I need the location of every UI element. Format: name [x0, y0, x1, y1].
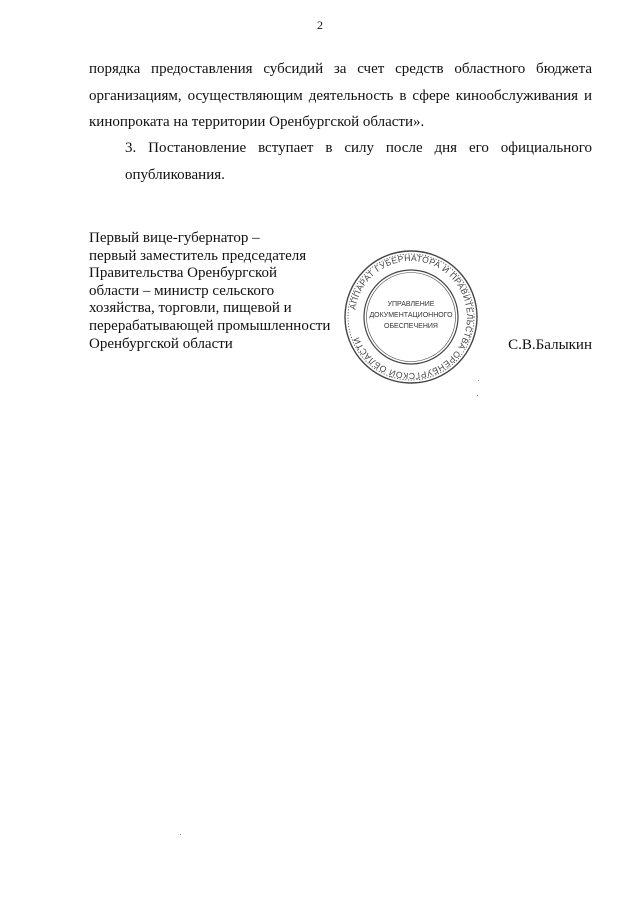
- position-line: хозяйства, торговли, пищевой и: [89, 300, 292, 317]
- position-line: Первый вице-губернатор –: [89, 230, 260, 246]
- position-line: области – министр сельского: [89, 282, 275, 299]
- scan-speck: [478, 380, 479, 381]
- seal-inner-line: ОБЕСПЕЧЕНИЯ: [384, 323, 438, 330]
- seal-inner-line: УПРАВЛЕНИЕ: [387, 301, 435, 308]
- text-line: организациям, осуществляющим деятельность в сфере кинообслуживания и: [89, 87, 592, 104]
- page-number: 2: [317, 18, 323, 32]
- seal-outer-text: АППАРАТ ГУБЕРНАТОРА И ПРАВИТЕЛЬСТВА ОРЕНБУРГСКОЙ ОБЛАСТИ: [347, 252, 476, 382]
- text-line: порядка предоставления субсидий за счет средств областного бюджета: [89, 61, 592, 77]
- scan-speck: [180, 834, 181, 835]
- signatory-position: [89, 230, 330, 353]
- signatory-name: С.В.Балыкин: [508, 337, 592, 353]
- position-line: Оренбургской области: [89, 335, 233, 352]
- text-line: опубликования.: [125, 166, 225, 183]
- position-line: Правительства Оренбургской: [89, 265, 278, 282]
- position-line: перерабатывающей промышленности: [89, 317, 331, 334]
- paragraph-effective-date: [89, 135, 592, 188]
- text-line: 3. Постановление вступает в силу после дня его официального: [125, 140, 592, 156]
- paragraph-decree-title-end: [89, 56, 592, 136]
- position-line: первый заместитель председателя: [89, 247, 307, 264]
- scan-speck: [477, 395, 478, 396]
- text-line: кинопроката на территории Оренбургской области».: [89, 114, 425, 130]
- official-seal: [343, 249, 479, 385]
- seal-inner-line: ДОКУМЕНТАЦИОННОГО: [369, 312, 453, 319]
